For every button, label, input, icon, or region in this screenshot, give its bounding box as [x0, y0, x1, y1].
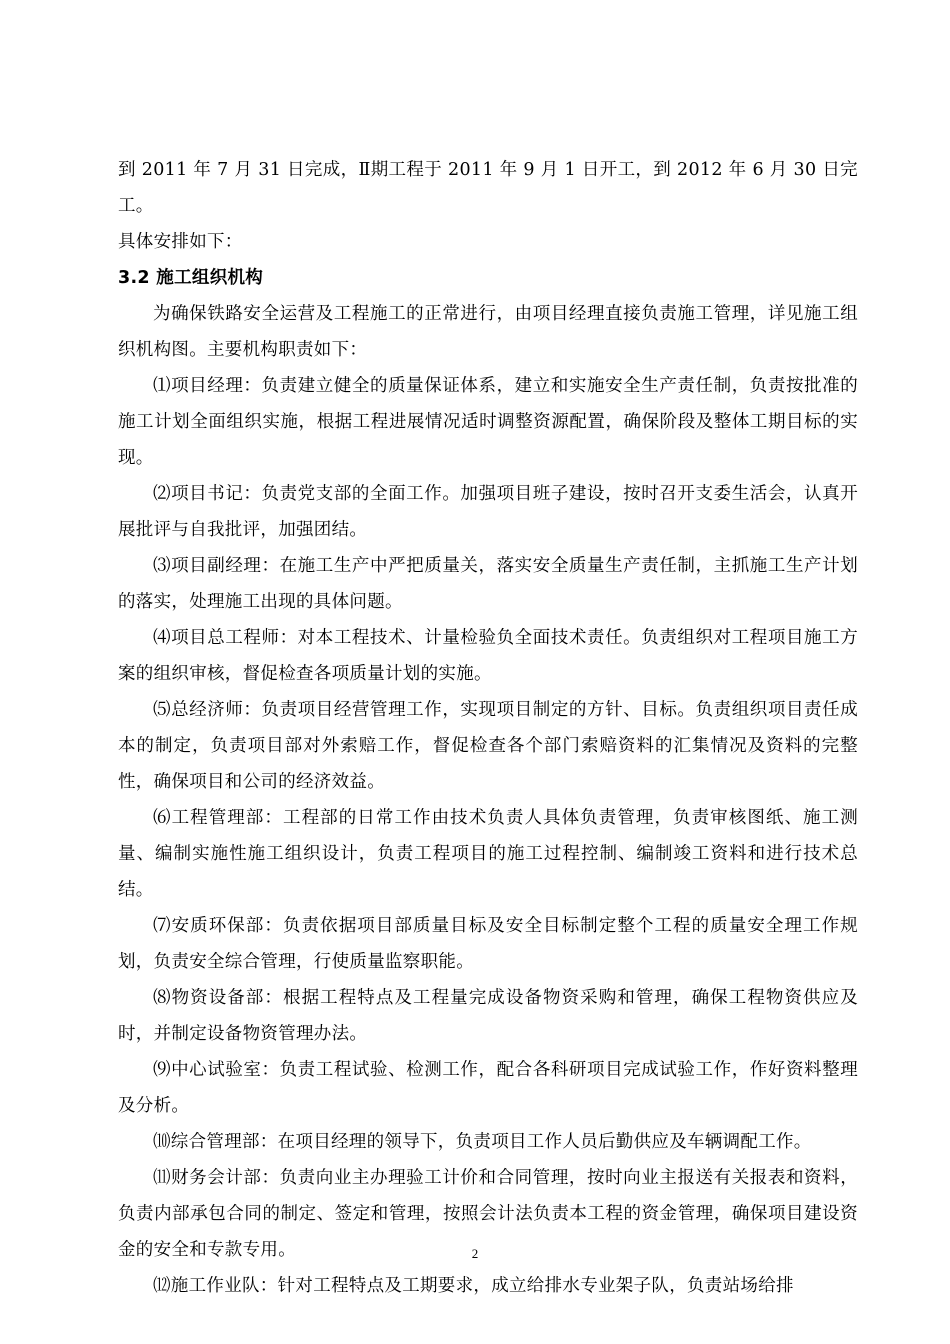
list-item: ⑴项目经理：负责建立健全的质量保证体系，建立和实施安全生产责任制，负责按批准的施工计划全面组织实施，根据工程进展情况适时调整资源配置，确保阶段及整体工期目标的实现。 [118, 376, 858, 468]
list-item: ⑼中心试验室：负责工程试验、检测工作，配合各科研项目完成试验工作，作好资料整理及分析。 [118, 1060, 858, 1116]
list-item: ⑻物资设备部：根据工程特点及工程量完成设备物资采购和管理，确保工程物资供应及时，并制定设备物资管理办法。 [118, 988, 858, 1044]
list-item: ⑸总经济师：负责项目经营管理工作，实现项目制定的方针、目标。负责组织项目责任成本的制定，负责项目部对外索赔工作，督促检查各个部门索赔资料的汇集情况及资料的完整性，确保项目和公司的经济效益。 [118, 700, 858, 792]
list-item: ⑿施工作业队：针对工程特点及工期要求，成立给排水专业架子队，负责站场给排 [153, 1276, 794, 1296]
list-item: ⑵项目书记：负责党支部的全面工作。加强项目班子建设，按时召开支委生活会，认真开展批评与自我批评，加强团结。 [118, 484, 858, 540]
list-item: ⑷项目总工程师：对本工程技术、计量检验负全面技术责任。负责组织对工程项目施工方案的组织审核，督促检查各项质量计划的实施。 [118, 628, 858, 684]
intro-paragraph: 为确保铁路安全运营及工程施工的正常进行，由项目经理直接负责施工管理，详见施工组织机构图。主要机构职责如下： [118, 304, 858, 360]
list-item: ⑾财务会计部：负责向业主办理验工计价和合同管理，按时向业主报送有关报表和资料，负责内部承包合同的制定、签定和管理，按照会计法负责本工程的资金管理，确保项目建设资金的安全和专款专用。 [118, 1168, 858, 1260]
list-item: ⑽综合管理部：在项目经理的领导下，负责项目工作人员后勤供应及车辆调配工作。 [153, 1132, 812, 1152]
section-heading: 3.2 施工组织机构 [118, 268, 264, 288]
list-item: ⑶项目副经理：在施工生产中严把质量关，落实安全质量生产责任制，主抓施工生产计划的落实，处理施工出现的具体问题。 [118, 556, 858, 612]
document-body [118, 152, 858, 1304]
lead-line: 到 2011 年 7 月 31 日完成，Ⅱ期工程于 2011 年 9 月 1 日开工，到 2012 年 6 月 30 日完工。 [118, 160, 858, 216]
list-item: ⑹工程管理部：工程部的日常工作由技术负责人具体负责管理，负责审核图纸、施工测量、编制实施性施工组织设计，负责工程项目的施工过程控制、编制竣工资料和进行技术总结。 [118, 808, 858, 900]
list-item: ⑺安质环保部：负责依据项目部质量目标及安全目标制定整个工程的质量安全理工作规划，负责安全综合管理，行使质量监察职能。 [118, 916, 858, 972]
lead-line: 具体安排如下： [118, 232, 243, 252]
page-number: 2 [471, 1246, 479, 1261]
